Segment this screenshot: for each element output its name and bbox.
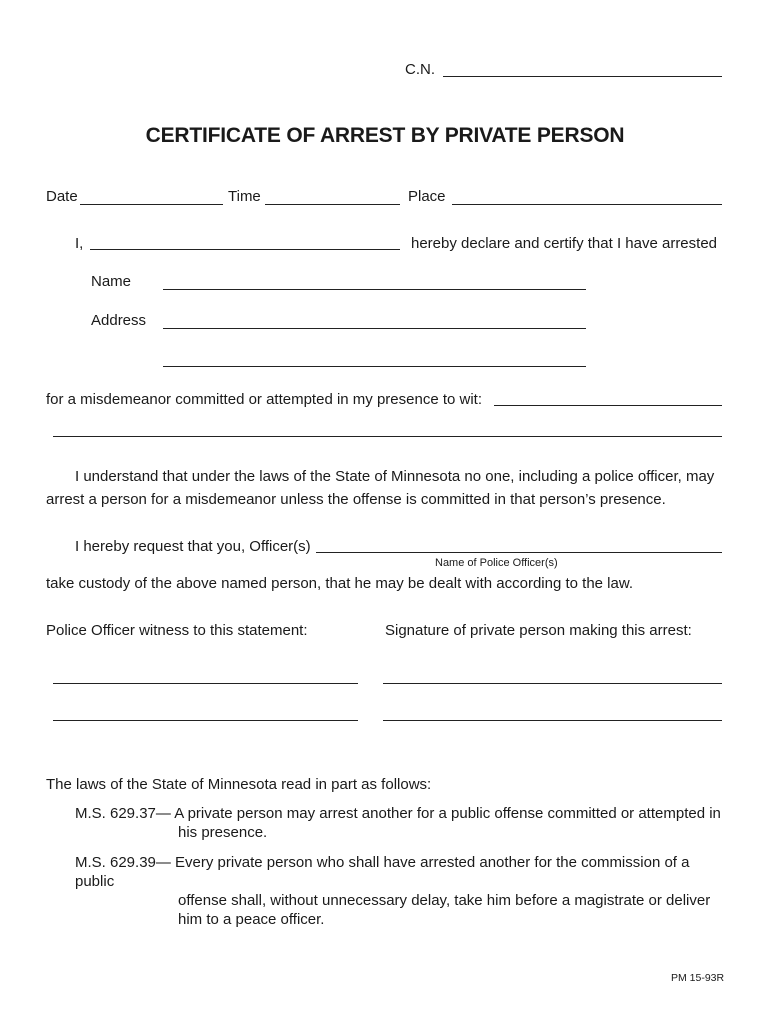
address-field-1[interactable] [163,328,586,329]
form-id: PM 15-93R [671,972,725,984]
custody-text: take custody of the above named person, that he may be dealt with according to the law. [46,575,634,592]
place-label: Place [408,188,446,205]
law-item-first-line: M.S. 629.37— A private person may arrest another for a public offense committed or attempted in [75,805,721,822]
misdemeanor-text: for a misdemeanor committed or attempted in my presence to wit: [46,391,483,408]
address-field-2[interactable] [163,366,586,367]
page-title: CERTIFICATE OF ARREST BY PRIVATE PERSON [145,124,625,147]
witness-signature-line-2[interactable] [53,720,358,721]
arrested-name-field[interactable] [163,289,586,290]
private-signature-label: Signature of private person making this arrest: [385,622,692,639]
witness-signature-line-1[interactable] [53,683,358,684]
officer-name-field[interactable] [316,552,722,553]
address-label: Address [91,312,147,329]
law-item-continuation: his presence. [178,824,268,841]
i-label: I, [75,235,84,252]
laws-intro: The laws of the State of Minnesota read in part as follows: [46,776,432,793]
request-text: I hereby request that you, Officer(s) [75,538,311,555]
declare-text: hereby declare and certify that I have arrested [411,235,718,252]
date-label: Date [46,188,78,205]
understand-line-2: arrest a person for a misdemeanor unless the offense is committed in that person’s presence. [46,491,666,508]
law-item-continuation: offense shall, without unnecessary delay, take him before a magistrate or deliver [178,892,711,909]
private-signature-line-2[interactable] [383,720,722,721]
date-field[interactable] [80,204,223,205]
law-item-629-39 [75,853,725,929]
cn-field[interactable] [443,76,722,77]
name-label: Name [91,273,132,290]
time-label: Time [228,188,261,205]
understand-line-1: I understand that under the laws of the State of Minnesota no one, including a police officer, may [75,468,715,485]
declarant-name-field[interactable] [90,249,400,250]
law-item-continuation: him to a peace officer. [178,911,325,928]
officer-name-caption: Name of Police Officer(s) [435,557,558,569]
cn-label: C.N. [405,61,435,78]
place-field[interactable] [452,204,722,205]
witness-label: Police Officer witness to this statement: [46,622,308,639]
private-signature-line-1[interactable] [383,683,722,684]
offense-field-1[interactable] [494,405,722,406]
time-field[interactable] [265,204,400,205]
law-item-first-line: M.S. 629.39— Every private person who shall have arrested another for the commission of a public [75,854,690,890]
offense-field-2[interactable] [53,436,722,437]
law-item-629-37 [75,804,725,842]
